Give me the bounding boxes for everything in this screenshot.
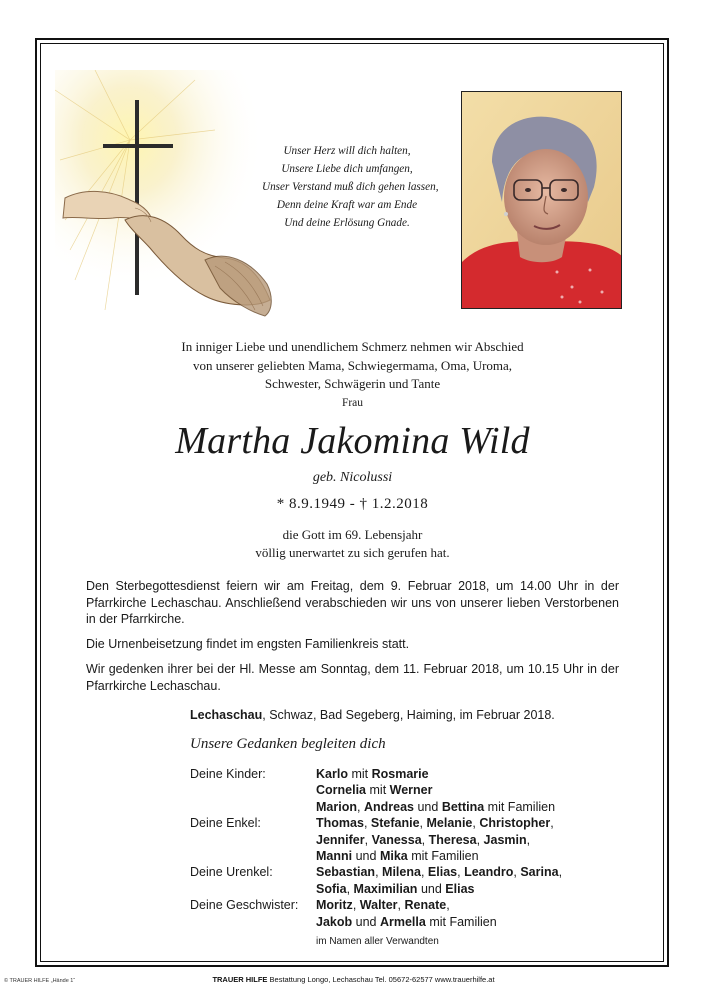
family-label: Deine Geschwister: <box>190 898 299 913</box>
person-name: Marion <box>316 799 357 814</box>
family-names <box>316 799 555 815</box>
comma: , <box>419 816 424 831</box>
relatives-note: im Namen aller Verwandten <box>316 936 439 947</box>
paragraph-urn: Die Urnenbeisetzung findet im engsten Familienkreis statt. <box>86 637 410 651</box>
family-row <box>190 864 610 880</box>
person-name: Andreas <box>363 799 414 814</box>
comma: , <box>476 832 481 847</box>
word-mit-familien: mit Familien <box>487 799 556 814</box>
paragraph-mass: Wir gedenken ihrer bei der Hl. Messe am Sonntag, dem 11. Februar 2018, um 10.15 Uhr in der Pfarrkirche Lechaschau. <box>86 662 619 693</box>
service-details <box>86 578 619 703</box>
person-name: Moritz <box>316 898 353 913</box>
person-name: Bettina <box>441 799 485 814</box>
word-und: und <box>420 881 442 896</box>
comma: , <box>526 832 531 847</box>
comma: , <box>513 865 517 880</box>
poem-line: Und deine Erlösung Gnade. <box>284 217 410 229</box>
portrait-photo <box>461 91 622 309</box>
life-dates: * 8.9.1949 - † 1.2.2018 <box>276 496 429 512</box>
person-name: Karlo <box>316 767 348 781</box>
comma: , <box>375 865 379 880</box>
person-name: Rosmarie <box>371 767 429 781</box>
poem-line: Unser Verstand muß dich gehen lassen, <box>262 181 439 193</box>
family-list <box>190 766 610 930</box>
person-name: Elias <box>445 881 475 896</box>
intro-line: von unserer geliebten Mama, Schwiegermama, Oma, Uroma, <box>192 357 513 373</box>
maiden-name: geb. Nicolussi <box>312 470 393 485</box>
person-name: Leandro <box>464 865 514 880</box>
intro-line: In inniger Liebe und unendlichem Schmerz nehmen wir Abschied <box>181 339 524 354</box>
comma: , <box>363 816 368 831</box>
deceased-name: Martha Jakomina Wild <box>175 420 530 462</box>
family-label: Deine Enkel: <box>190 816 261 831</box>
place-town: Lechaschau <box>190 708 263 722</box>
person-name: Thomas <box>316 816 364 831</box>
comma: , <box>364 832 369 847</box>
word-mit-familien: mit Familien <box>429 914 497 929</box>
person-name: Maximilian <box>353 881 418 896</box>
intro-text <box>60 338 645 394</box>
person-name: Armella <box>379 914 426 929</box>
person-name: Walter <box>359 898 398 913</box>
person-name: Christopher <box>479 816 551 831</box>
family-names <box>316 766 429 782</box>
person-name: Milena <box>382 865 421 880</box>
poem-line: Unser Herz will dich halten, <box>283 145 411 157</box>
person-name: Jennifer <box>316 832 365 847</box>
age-line: die Gott im 69. Lebensjahr <box>282 527 423 542</box>
word-mit: mit <box>351 767 369 781</box>
word-mit-familien: mit Familien <box>411 849 479 864</box>
comma: , <box>446 898 450 913</box>
comma: , <box>352 898 357 913</box>
family-row <box>190 881 610 897</box>
copyright: © TRAUER HILFE „Hände 1“ <box>4 978 76 984</box>
age-line: völlig unerwartet zu sich gerufen hat. <box>255 545 450 560</box>
poem-line: Unsere Liebe dich umfangen, <box>281 163 413 175</box>
family-label: Deine Urenkel: <box>190 865 273 880</box>
person-name: Renate <box>404 898 447 913</box>
person-name: Stefanie <box>370 816 420 831</box>
comma: , <box>421 832 426 847</box>
family-row <box>190 914 610 930</box>
comma: , <box>550 816 554 831</box>
comma: , <box>356 799 361 814</box>
age-text <box>60 526 645 562</box>
person-name: Mika <box>379 849 408 864</box>
person-name: Theresa <box>428 832 477 847</box>
family-label: Deine Kinder: <box>190 767 266 781</box>
family-row <box>190 832 610 848</box>
word-und: und <box>355 914 377 929</box>
comma: , <box>397 898 402 913</box>
family-row <box>190 766 610 782</box>
family-row <box>190 799 610 815</box>
family-row <box>190 848 610 864</box>
footer-details: Bestattung Longo, Lechaschau Tel. 05672-62577 www.trauerhilfe.at <box>267 975 495 984</box>
paragraph-service: Den Sterbegottesdienst feiern wir am Freitag, dem 9. Februar 2018, um 14.00 Uhr in der Pfarrkirche Lechaschau. Anschließend verabschieden wir uns von unserer lieben Verstorbenen in der Pfarrkirche. <box>86 579 619 626</box>
family-names <box>316 782 433 798</box>
person-name: Sebastian <box>316 865 376 880</box>
place-date <box>190 708 555 722</box>
intro-line: Schwester, Schwägerin und Tante <box>264 376 441 391</box>
footer-brand: TRAUER HILFE <box>212 975 268 984</box>
family-names <box>316 914 497 930</box>
family-names <box>316 848 479 864</box>
family-names <box>316 864 562 880</box>
person-name: Jakob <box>316 914 353 929</box>
cross-hands-icon <box>55 70 280 320</box>
word-und: und <box>417 799 439 814</box>
comma: , <box>420 865 425 880</box>
person-name: Melanie <box>426 816 473 831</box>
person-name: Cornelia <box>316 783 367 798</box>
person-name: Sarina <box>520 865 559 880</box>
family-names <box>316 832 530 848</box>
family-row <box>190 782 610 798</box>
poem <box>262 142 439 232</box>
comma: , <box>558 865 563 880</box>
poem-line: Denn deine Kraft war am Ende <box>276 199 418 211</box>
person-name: Werner <box>389 783 433 798</box>
thoughts-heading: Unsere Gedanken begleiten dich <box>190 736 386 752</box>
comma: , <box>457 865 461 880</box>
comma: , <box>346 881 351 896</box>
person-name: Jasmin <box>483 832 527 847</box>
person-name: Elias <box>427 865 458 880</box>
family-names <box>316 881 474 897</box>
person-name: Manni <box>316 849 353 864</box>
comma: , <box>472 816 476 831</box>
salutation: Frau <box>341 397 364 409</box>
place-rest: , Schwaz, Bad Segeberg, Haiming, im Februar 2018. <box>262 708 555 722</box>
family-names <box>316 815 554 831</box>
family-row <box>190 815 610 831</box>
family-names <box>316 897 450 913</box>
footer <box>0 975 707 984</box>
person-name: Vanessa <box>371 832 422 847</box>
word-und: und <box>355 849 377 864</box>
word-mit: mit <box>369 783 387 798</box>
family-row <box>190 897 610 913</box>
person-name: Sofia <box>316 881 347 896</box>
